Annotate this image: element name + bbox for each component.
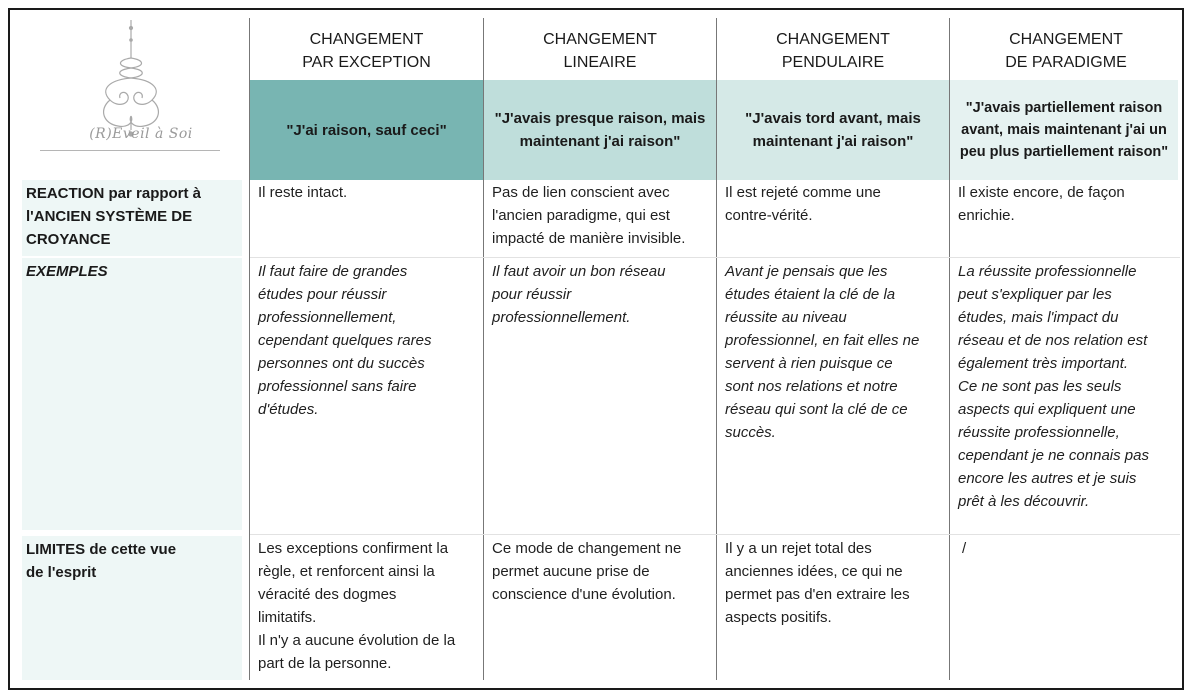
example-pendulaire: Avant je pensais que les études étaient la clé de la réussite au niveau professionnel, en fait elles ne servent à rien puisque ce sont nos relations et notre réseau qui sont la clé de ce succès.: [725, 263, 920, 441]
reaction-pendulaire: Il est rejeté comme une contre-vérité.: [725, 184, 881, 224]
column-header-lineaire: CHANGEMENT LINEAIRE: [543, 31, 657, 71]
quote-exception: "J'ai raison, sauf ceci": [250, 80, 483, 180]
quote-pendulaire: "J'avais tord avant, mais maintenant j'ai raison": [717, 80, 949, 180]
reaction-lineaire: Pas de lien conscient avec l'ancien paradigme, qui est impacté de manière invisible.: [492, 184, 686, 247]
row-label-limits: LIMITES de cette vue de l'esprit: [22, 536, 242, 680]
example-paradigme: La réussite professionnelle peut s'expliquer par les études, mais l'impact du réseau et de nos relation est également très important. Ce ne sont pas les seuls aspects qui expliquent une réussite professionnelle, cependant je ne connais pas encore les autres et je suis prêt à les découvrir.: [958, 263, 1149, 510]
column-header-paradigme: CHANGEMENT DE PARADIGME: [1005, 31, 1127, 71]
logo-underline: [40, 150, 220, 151]
quote-paradigme: "J'avais partiellement raison avant, mais maintenant j'ai un peu plus partiellement raison": [950, 80, 1178, 180]
row-label-examples: EXEMPLES: [22, 258, 242, 530]
column-header-exception: CHANGEMENT PAR EXCEPTION: [302, 31, 431, 71]
reaction-exception: Il reste intact.: [258, 184, 348, 201]
example-lineaire: Il faut avoir un bon réseau pour réussir professionnellement.: [492, 263, 666, 326]
row-label-reaction: REACTION par rapport à l'ANCIEN SYSTÈME DE CROYANCE: [22, 180, 242, 256]
limits-lineaire: Ce mode de changement ne permet aucune prise de conscience d'une évolution.: [492, 540, 682, 603]
column-header-pendulaire: CHANGEMENT PENDULAIRE: [776, 31, 890, 71]
example-exception: Il faut faire de grandes études pour réussir professionnellement, cependant quelques rares personnes ont du succès professionnel sans faire d'études.: [258, 263, 432, 418]
logo-text: (R)Eveil à Soi: [89, 126, 193, 142]
quote-lineaire: "J'avais presque raison, mais maintenant j'ai raison": [484, 80, 716, 180]
limits-exception: Les exceptions confirment la règle, et renforcent ainsi la véracité des dogmes limitatifs. Il n'y a aucune évolution de la part de la personne.: [258, 540, 456, 672]
limits-paradigme: /: [962, 540, 967, 557]
row-divider: [250, 257, 1180, 258]
limits-pendulaire: Il y a un rejet total des anciennes idées, ce qui ne permet pas d'en extraire les aspects positifs.: [725, 540, 910, 626]
row-divider: [250, 534, 1180, 535]
reaction-paradigme: Il existe encore, de façon enrichie.: [958, 184, 1125, 224]
